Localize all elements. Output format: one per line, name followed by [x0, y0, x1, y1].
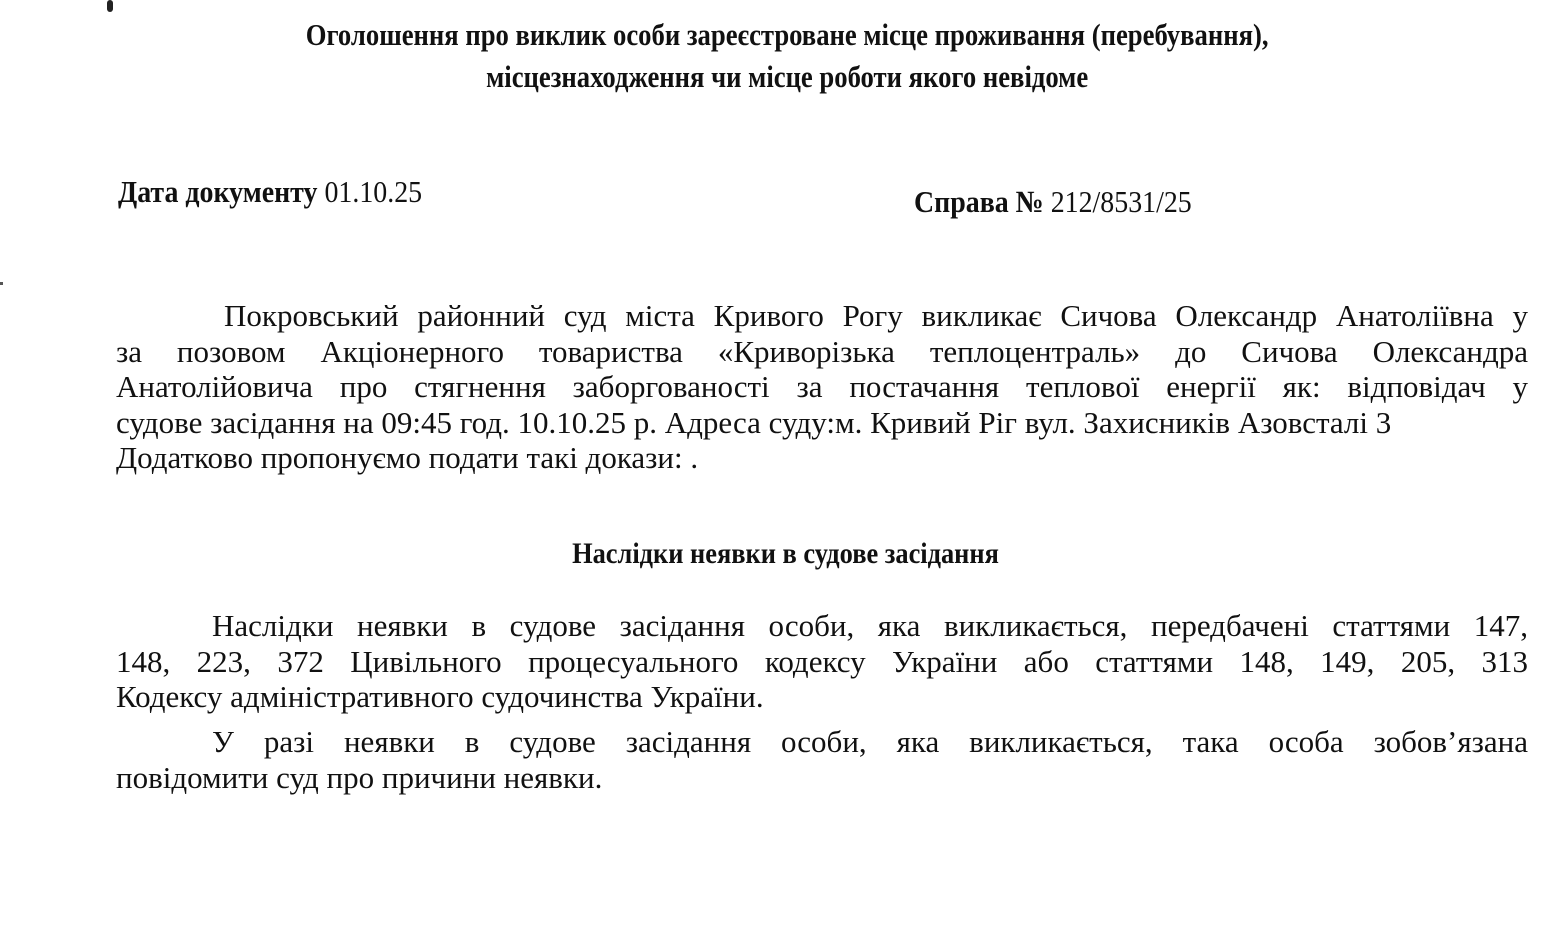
- date-value: 01.10.25: [324, 174, 423, 209]
- summons-line-3: Анатолійовича про стягнення заборгованості за постачання теплової енергії як: відповідач у: [116, 369, 1528, 404]
- notice-paragraph: [116, 724, 1528, 795]
- consequences-line-3: Кодексу адміністративного судочинства України.: [116, 679, 764, 714]
- consequences-paragraph: [116, 608, 1528, 715]
- summons-line-4: судове засідання на 09:45 год. 10.10.25 р. Адреса суду:м. Кривий Ріг вул. Захисників Азовсталі 3: [116, 404, 1392, 440]
- title-line-1: Оголошення про виклик особи зареєстроване місце проживання (перебування),: [305, 17, 1269, 52]
- notice-line-1: У разі неявки в судове засідання особи, яка викликається, така особа зобов’язана: [212, 724, 1528, 759]
- title-line-2: місцезнаходження чи місце роботи якого невідоме: [486, 59, 1089, 94]
- consequences-line-1: Наслідки неявки в судове засідання особи, яка викликається, передбачені статтями 147,: [212, 608, 1528, 643]
- case-label: Справа №: [914, 184, 1044, 219]
- document-date: [118, 172, 422, 212]
- date-label: Дата документу: [118, 174, 318, 209]
- summons-line-1: Покровський районний суд міста Кривого Рогу викликає Сичова Олександр Анатоліївна у: [224, 298, 1528, 333]
- scan-artifact-mark: [107, 0, 113, 12]
- case-value: 212/8531/25: [1050, 184, 1192, 219]
- summons-line-2: за позовом Акціонерного товариства «Криворізька теплоцентраль» до Сичова Олександра: [116, 333, 1528, 369]
- summons-paragraph: [116, 298, 1528, 476]
- consequences-line-2: 148, 223, 372 Цивільного процесуального кодексу України або статтями 148, 149, 205, 313: [116, 643, 1528, 679]
- case-number: [914, 182, 1192, 222]
- scan-artifact-dot: [0, 282, 3, 285]
- document-title: [116, 14, 1458, 98]
- summons-line-5: Додатково пропонуємо подати такі докази: .: [116, 440, 699, 475]
- notice-line-2: повідомити суд про причини неявки.: [116, 759, 603, 795]
- section-title: Наслідки неявки в судове засідання: [572, 537, 999, 570]
